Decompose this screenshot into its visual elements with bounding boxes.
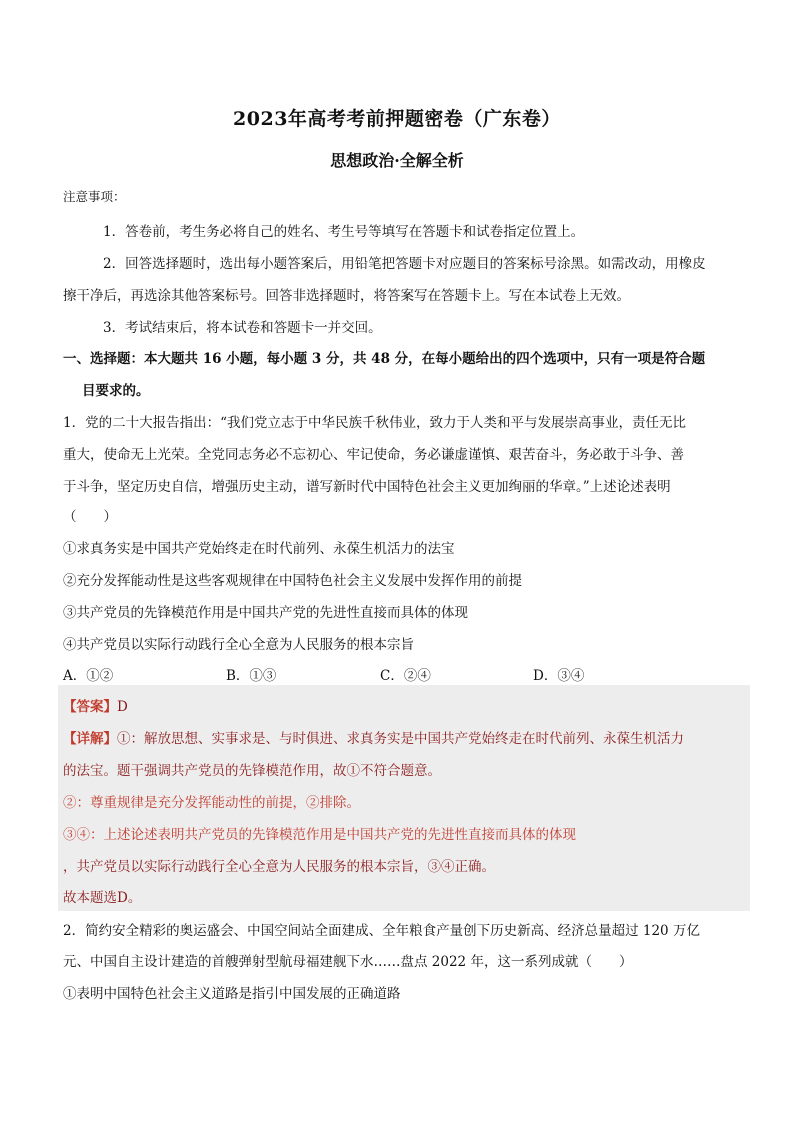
question-2-text: 2．简约安全精彩的奥运盛会、中国空间站全面建成、全年粮食产量创下历史新高、经济总量超过 120 万亿 [63,923,700,939]
q1-option-a: A．①② [63,668,114,684]
detail-text: ①：解放思想、实事求是、与时俱进、求真务实是中国共产党始终走在时代前列、永葆生机活力 [117,731,684,747]
notice-item: 1．答卷前，考生务必将自己的姓名、考生号等填写在答题卡和试卷指定位置上。 [103,224,585,240]
notice-item: 3．考试结束后，将本试卷和答题卡一并交回。 [103,320,382,336]
detail-text: 的法宝。题干强调共产党员的先锋模范作用，故①不符合题意。 [63,763,441,779]
detail-text: ③④：上述论述表明共产党员的先锋模范作用是中国共产党的先进性直接而具体的体现 [63,827,576,843]
q1-option-c: C．②④ [380,668,431,684]
question-1-text: 重大，使命无上光荣。全党同志务必不忘初心、牢记使命，务必谦虚谨慎、艰苦奋斗，务必敢于斗争、善 [63,447,684,463]
question-1-text: 1．党的二十大报告指出：“我们党立志于中华民族千秋伟业，致力于人类和平与发展崇高事业，责任无比 [63,415,686,431]
detail-label: 【详解】 [63,731,117,747]
q1-statement: ④共产党员以实际行动践行全心全意为人民服务的根本宗旨 [63,637,414,653]
question-2-text: 元、中国自主设计建造的首艘弹射型航母福建舰下水……盘点 2022 年，这一系列成就（ ） [63,954,633,970]
question-1-text: 于斗争，坚定历史自信，增强历史主动，谱写新时代中国特色社会主义更加绚丽的华章。”上述论述表明 [63,479,671,495]
notice-item: 2．回答选择题时，选出每小题答案后，用铅笔把答题卡对应题目的答案标号涂黑。如需改动，用橡皮 [103,256,706,272]
detail-text: ②：尊重规律是充分发挥能动性的前提，②排除。 [63,795,360,811]
detail-text: ，共产党员以实际行动践行全心全意为人民服务的根本宗旨，③④正确。 [63,859,495,875]
detail-line [63,727,684,747]
q2-statement: ①表明中国特色社会主义道路是指引中国发展的正确道路 [63,986,401,1002]
q1-option-b: B．①③ [226,668,277,684]
answer-line [63,695,128,715]
section-heading-cont: 目要求的。 [82,383,150,399]
answer-value: D [117,699,128,715]
answer-label: 【答案】 [63,699,117,715]
notice-item: 擦干净后，再选涂其他答案标号。回答非选择题时，将答案写在答题卡上。写在本试卷上无效。 [63,288,630,304]
question-1-blank: （ ） [63,509,117,525]
q1-statement: ①求真务实是中国共产党始终走在时代前列、永葆生机活力的法宝 [63,541,455,557]
detail-conclusion: 故本题选D。 [63,890,142,906]
page-title: 2023年高考考前押题密卷（广东卷） [233,108,561,130]
page-subtitle: 思想政治·全解全析 [330,151,464,170]
q1-statement: ②充分发挥能动性是这些客观规律在中国特色社会主义发展中发挥作用的前提 [63,573,522,589]
section-heading: 一、选择题：本大题共 16 小题，每小题 3 分，共 48 分，在每小题给出的四个选项中，只有一项是符合题 [63,351,706,367]
notice-heading: 注意事项： [63,189,126,204]
q1-option-d: D．③④ [533,668,585,684]
q1-statement: ③共产党员的先锋模范作用是中国共产党的先进性直接而具体的体现 [63,605,468,621]
